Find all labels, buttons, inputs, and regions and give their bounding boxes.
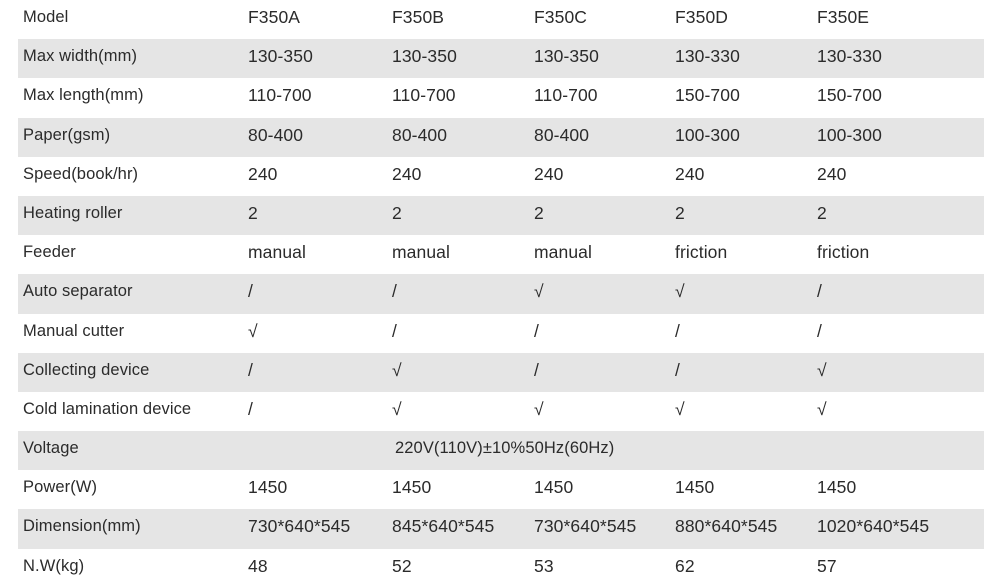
table-row [18,157,984,196]
table-cell: 2 [248,202,258,223]
table-cell: 1450 [534,477,574,498]
row-label: Dimension(mm) [23,517,141,536]
table-cell: 80-400 [534,124,590,145]
table-cell: / [248,281,253,302]
table-cell: 1450 [675,477,715,498]
spec-table [18,0,984,588]
table-cell: 130-350 [534,46,599,67]
table-row [18,235,984,274]
row-label: N.W(kg) [23,556,85,575]
table-row [18,392,984,431]
table-cell: √ [534,398,544,419]
row-label: Manual cutter [23,321,125,340]
table-cell: 150-700 [675,85,740,106]
table-cell: 730*640*545 [534,516,637,537]
table-row [18,509,984,548]
table-cell: 1450 [248,477,288,498]
row-label: Voltage [23,439,79,458]
model-header: F350A [248,7,301,27]
table-cell: 2 [534,202,544,223]
table-cell: 730*640*545 [248,516,351,537]
table-cell: / [248,359,253,380]
table-cell: / [675,359,680,380]
table-cell: √ [675,281,685,302]
table-header-row [18,0,984,39]
table-cell: / [675,320,680,341]
table-cell: √ [392,398,402,419]
table-cell: 100-300 [817,124,882,145]
model-header: F350E [817,7,870,27]
row-label: Paper(gsm) [23,125,111,144]
table-row [18,431,984,470]
table-cell: / [534,320,539,341]
model-header: F350C [534,7,588,27]
table-cell: 150-700 [817,85,882,106]
table-cell: / [392,320,397,341]
table-cell: 80-400 [248,124,304,145]
row-label: Max length(mm) [23,86,144,105]
table-cell: √ [248,320,258,341]
table-cell: manual [248,242,306,263]
table-cell: 48 [248,555,268,576]
table-row [18,353,984,392]
table-cell: / [534,359,539,380]
model-header: F350B [392,7,445,27]
table-cell: 57 [817,555,837,576]
table-cell: 130-350 [248,46,313,67]
table-row [18,78,984,117]
table-row [18,118,984,157]
table-cell: 1450 [392,477,432,498]
table-cell: 240 [392,163,422,184]
table-cell: 880*640*545 [675,516,778,537]
table-row [18,470,984,509]
table-cell: 2 [817,202,827,223]
table-cell: 130-330 [817,46,882,67]
table-cell: 110-700 [534,85,598,106]
table-cell: 62 [675,555,695,576]
row-label: Auto separator [23,282,133,301]
row-label: Speed(book/hr) [23,164,139,183]
table-cell: 1020*640*545 [817,516,930,537]
voltage-value: 220V(110V)±10%50Hz(60Hz) [395,439,615,458]
table-row [18,196,984,235]
row-label: Feeder [23,243,76,262]
row-label: Power(W) [23,478,98,497]
table-cell: 80-400 [392,124,448,145]
table-cell: 100-300 [675,124,740,145]
table-cell: friction [675,242,728,263]
table-cell: 130-350 [392,46,457,67]
row-label: Cold lamination device [23,399,192,418]
table-cell: √ [817,359,827,380]
table-cell: 1450 [817,477,857,498]
table-cell: / [248,398,253,419]
table-cell: 110-700 [248,85,312,106]
table-cell: / [817,281,822,302]
table-cell: 240 [817,163,847,184]
table-cell: √ [534,281,544,302]
table-row [18,274,984,313]
table-cell: 52 [392,555,412,576]
table-cell: / [817,320,822,341]
table-cell: 2 [392,202,402,223]
table-cell: 240 [534,163,564,184]
row-label: Collecting device [23,360,150,379]
table-cell: 110-700 [392,85,456,106]
table-cell: / [392,281,397,302]
row-label: Max width(mm) [23,47,138,66]
table-cell: 130-330 [675,46,740,67]
table-cell: 53 [534,555,554,576]
table-cell: 845*640*545 [392,516,495,537]
table-cell: friction [817,242,870,263]
table-row [18,39,984,78]
table-cell: √ [392,359,402,380]
row-label: Heating roller [23,203,123,222]
table-cell: √ [675,398,685,419]
model-header: F350D [675,7,729,27]
table-cell: 240 [248,163,278,184]
table-row [18,314,984,353]
table-cell: 240 [675,163,705,184]
table-cell: √ [817,398,827,419]
table-cell: manual [392,242,450,263]
table-cell: 2 [675,202,685,223]
row-label: Model [23,8,69,26]
table-cell: manual [534,242,592,263]
